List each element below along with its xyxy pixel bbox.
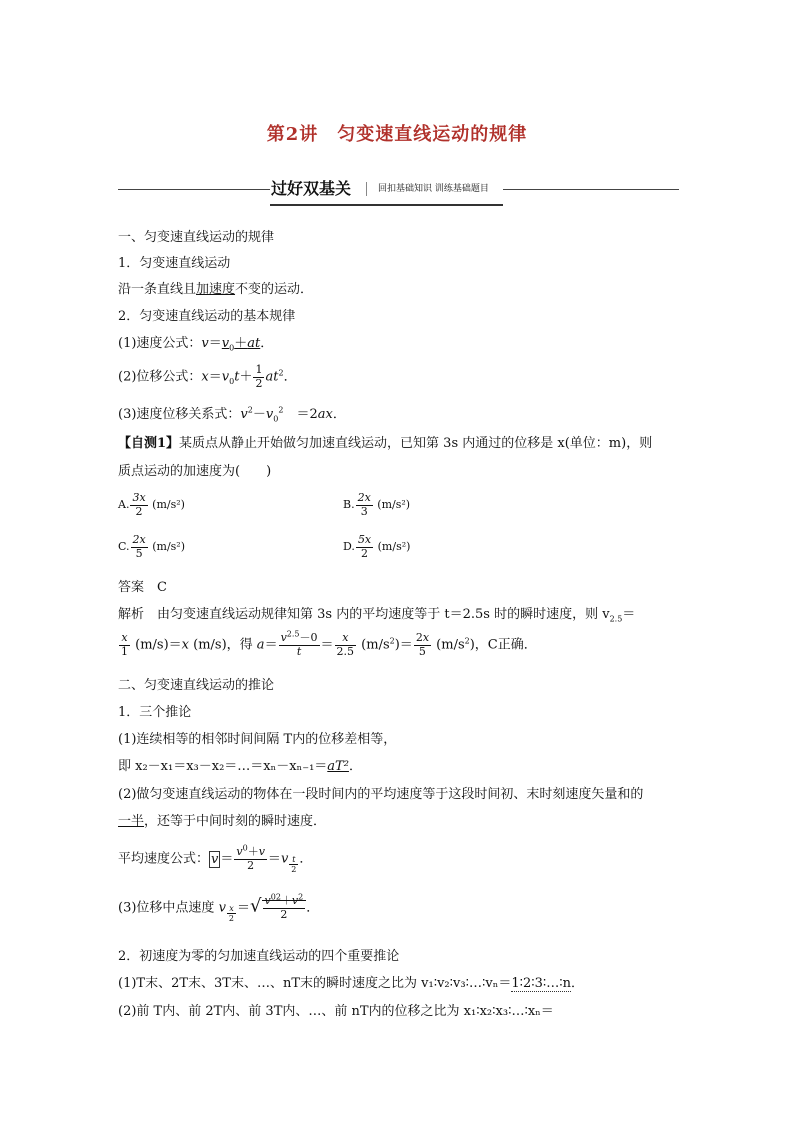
banner-line-left [118, 189, 270, 190]
midpoint-velocity-formula: (3)位移中点速度 v $_{\frac{x}{2}}$ ＝√ $\frac{v^{02}+v^2}{2}$ ． [118, 892, 320, 923]
page-title: 第2讲 匀变速直线运动的规律 [266, 124, 528, 145]
option-b[interactable]: B. $\frac{2x}{3}$ (m/s²) [343, 491, 411, 518]
option-a[interactable]: A. $\frac{3x}{2}$ (m/s²) [118, 491, 185, 518]
analysis-line-1: 解析 由匀变速直线运动规律知第 3s 内的平均速度等于 t＝2.5s 时的瞬时速度，则 $v_{2.5}=$ [118, 607, 636, 624]
inference-q2: (2)前 T内、前 2T内、前 3T内、…、前 nT内的位移之比为 x₁∶x₂∶x₃∶…∶xₙ＝ [118, 1004, 554, 1019]
exercise-line-1: 【自测1】某质点从静止开始做匀加速直线运动，已知第 3s 内通过的位移是 x(单位：m)，则 [118, 436, 653, 451]
section-1-heading: 一、匀变速直线运动的规律 [118, 230, 275, 245]
displacement-formula: (2)位移公式：$x=v_0t+$ $\frac{1}{2}$ $at^2$． [118, 363, 297, 390]
inference-1-formula: 即 x₂－x₁＝x₃－x₂＝…＝xₙ－xₙ₋₁＝aT²． [118, 759, 362, 774]
velocity-displacement-formula: (3)速度位移关系式：$v^2-v_0^2$ ＝2ax． [118, 405, 346, 424]
answer: 答案 C [118, 580, 167, 595]
banner-line-right [503, 189, 679, 190]
exercise-line-2: 质点运动的加速度为( ) [118, 464, 272, 479]
item-1-title: 1．匀变速直线运动 [118, 256, 231, 271]
inference-1: (1)连续相等的相邻时间间隔 T内的位移差相等， [118, 732, 397, 747]
inference-2-cont: 一半，还等于中间时刻的瞬时速度． [118, 814, 327, 829]
option-d[interactable]: D. $\frac{5x}{2}$ (m/s²) [343, 533, 411, 560]
average-velocity-formula: 平均速度公式： v ＝ $\frac{v^0+v}{2}$ ＝v $_{\frac{t}{2}}$ ． [118, 843, 313, 874]
velocity-formula: (1)速度公式：$v=v_0+at$． [118, 336, 274, 353]
sec2-item-2-title: 2．初速度为零的匀加速直线运动的四个重要推论 [118, 949, 400, 964]
sec2-item-1-title: 1．三个推论 [118, 705, 192, 720]
banner-title: 过好双基关 [271, 179, 352, 198]
section-2-heading: 二、匀变速直线运动的推论 [118, 678, 275, 693]
analysis-line-2: $\frac{x}{1}$ (m/s)＝x (m/s)，得 a＝ $\frac{v^{2.5}-0}{t}$ ＝ $\frac{x}{2.5}$ $(m/s^2)=$ $\frac{2x}{5}$ $(m/s^2)$，C正确． [121, 629, 537, 658]
option-c[interactable]: C. $\frac{2x}{5}$ (m/s²) [118, 533, 186, 560]
inference-q1: (1)T末、2T末、3T末、…、nT末的瞬时速度之比为 v₁∶v₂∶v₃∶…∶vₙ＝1∶2∶3∶…∶n． [118, 976, 585, 991]
item-1-body: 沿一条直线且加速度不变的运动． [118, 282, 314, 297]
banner-subtitle: 回扣基础知识 训练基础题目 [378, 184, 489, 194]
item-2-title: 2．匀变速直线运动的基本规律 [118, 309, 296, 324]
banner-divider [366, 182, 367, 196]
inference-2: (2)做匀变速直线运动的物体在一段时间内的平均速度等于这段时间初、末时刻速度矢量和的 [118, 787, 644, 802]
